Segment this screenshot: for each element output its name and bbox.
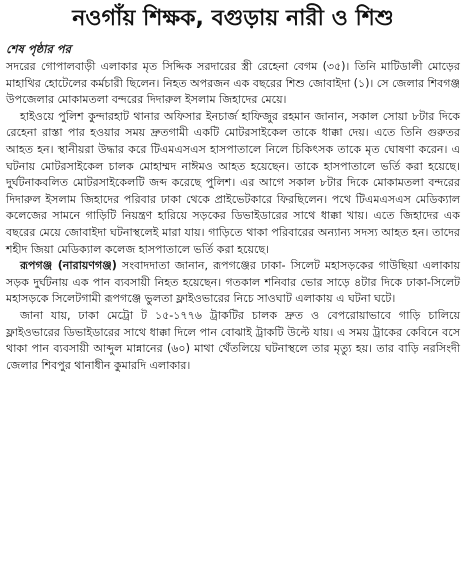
continued-from-label: শেষ পৃষ্ঠার পর: [6, 42, 71, 56]
article-body: [6, 59, 460, 374]
paragraph: জানা যায়, ঢাকা মেট্রো ট ১৫-১৭৭৬ ট্রাকটির চালক দ্রুত ও বেপরোয়াভাবে গাড়ি চালিয়ে ফ্লাইওভারের ডিভাইডারের সাথে ধাক্কা দিলে পান বোঝাই ট্রাকটি উল্টে যায়। এ সময় ট্রাকের কেবিনে বসে থাকা পান ব্যবসায়ী আব্দুল মান্নানের (৬০) মাথা থেঁতলিয়ে ঘটনাস্থলে তার মৃত্যু হয়। তার বাড়ি নরসিংদী জেলার শিবপুর থানাধীন কুমারদি এলাকার।: [6, 308, 460, 372]
paragraph-text: সংবাদদাতা জানান, রূপগঞ্জের ঢাকা- সিলেট মহাসড়কের গাউছিয়া এলাকায় সড়ক দুর্ঘটনায় এক পান ব্যবসায়ী নিহত হয়েছেন। গতকাল শনিবার ভোর সাড়ে ৪টার দিকে ঢাকা-সিলেট মহাসড়কে সিলেটগামী রূপগঞ্জে ভুলতা ফ্লাইওভারের নিচে সাওঘাট এলাকায় এ ঘটনা ঘটে।: [6, 259, 460, 306]
paragraph: হাইওয়ে পুলিশ কুন্দারহাট থানার অফিসার ইনচার্জ হাফিজুর রহমান জানান, সকাল সোয়া ৮টার দিকে রেহেনা রাস্তা পার হওয়ার সময় দ্রুতগামী একটি মোটরসাইকেল তাকে ধাক্কা দেয়। এতে তিনি গুরুতর আহত হন। স্থানীয়রা উদ্ধার করে টিএমএসএস হাসপাতালে নিলে চিকিৎসক তাকে মৃত ঘোষণা করেন। এ ঘটনায় মোটরসাইকেল চালক মোহাম্মদ নাঈমও আহত হয়েছেন। তাকে হাসপাতালে ভর্তি করা হয়েছে। দুর্ঘটনাকবলিত মোটরসাইকেলটি জব্দ করেছে পুলিশ। এর আগে সকাল ৮টার দিকে মোকামতলা বন্দরের দিদারুল ইসলাম জিহাদের পরিবার ঢাকা থেকে প্রাইভেটকারে ফিরছিলেন। পথে টিএমএসএস মেডিক্যাল কলেজের সামনে গাড়িটি নিয়ন্ত্রণ হারিয়ে সড়কের ডিভাইডারের সাথে ধাক্কা খায়। এতে জিহাদের এক বছরের মেয়ে জোবাইদা ঘটনাস্থলেই মারা যায়। গাড়িতে থাকা পরিবারের অন্যান্য সদস্য আহত হন। তাদের শহীদ জিয়া মেডিক্যাল কলেজ হাসপাতালে ভর্তি করা হয়েছে।: [6, 109, 460, 256]
headline: নওগাঁয় শিক্ষক, বগুড়ায় নারী ও শিশু: [72, 6, 394, 31]
paragraph: সদরের গোপালবাড়ী এলাকার মৃত সিদ্দিক সরদারের স্ত্রী রেহেনা বেগম (৩৫)। তিনি মাটিডালী মোড়ের মাহাথির হোটেলের কর্মচারী ছিলেন। নিহত অপরজন এক বছরের শিশু জোবাইদা (১)। সে জেলার শিবগঞ্জ উপজেলার মোকামতলা বন্দরের দিদারুল ইসলাম জিহাদের মেয়ে।: [6, 60, 461, 107]
dateline: রূপগঞ্জ (নারায়ণগঞ্জ): [20, 259, 117, 273]
paragraph: [6, 258, 460, 308]
